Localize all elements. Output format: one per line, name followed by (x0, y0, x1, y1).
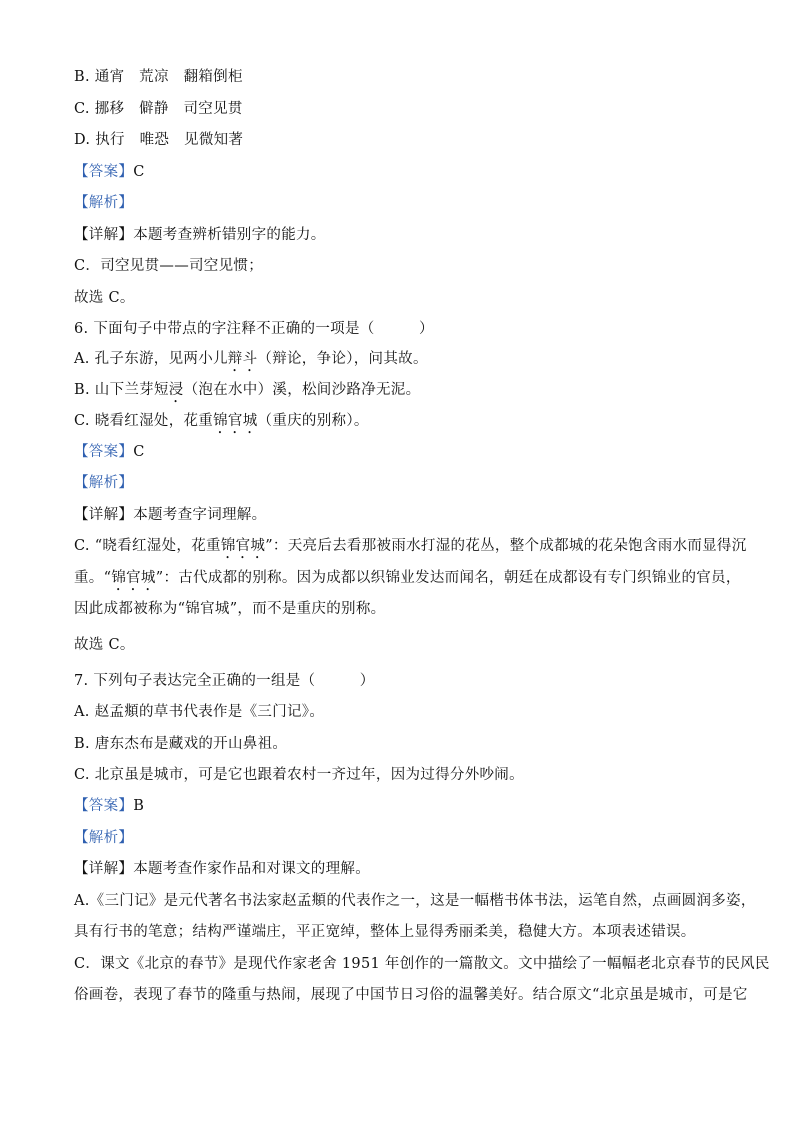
q7-detail (74, 860, 370, 878)
q7-option-a: A. 赵孟頫的草书代表作是《三门记》。 (74, 704, 325, 720)
q5-correction: C．司空见贯——司空见惯； (74, 258, 263, 274)
detail-tag: 【详解】 (74, 507, 134, 523)
dotted-word: 辩斗 (227, 351, 258, 367)
detail-text: 本题考查辨析错别字的能力。 (133, 227, 326, 243)
q7-option-b: B. 唐东杰布是藏戏的开山鼻祖。 (74, 736, 288, 752)
q7-analysis-tag: 【解析】 (74, 830, 134, 846)
q5-option-b: B. 通宵 荒凉 翻箱倒柜 (74, 69, 243, 85)
q5-answer (74, 163, 145, 181)
option-text: C. 晓看红湿处，花重 (74, 413, 214, 429)
option-text: （重庆的别称）。 (257, 413, 369, 429)
q7-explanation-a-line-2: 具有行书的笔意；结构严谨端庄，平正宽绰，整体上显得秀丽柔美，稳健大方。本项表述错误。 (74, 924, 696, 940)
q6-explanation-line-1 (74, 537, 747, 562)
detail-tag: 【详解】 (74, 227, 134, 243)
explanation-text: ”：古代成都的别称。因为成都以织锦业发达而闻名，朝廷在成都设有专门织锦业的官员， (155, 570, 741, 586)
explanation-text: C. “晓看红湿处，花重 (74, 538, 221, 554)
q6-stem: 6. 下面句子中带点的字注释不正确的一项是（ ） (74, 321, 434, 337)
q6-answer (74, 443, 145, 461)
answer-tag: 【答案】 (74, 798, 134, 814)
option-text: （泡在水中）溪，松间沙路净无泥。 (183, 382, 421, 398)
explanation-text: ”：天亮后去看那被雨水打湿的花丛，整个成都城的花朵饱含雨水而显得沉 (265, 538, 747, 554)
dotted-word: 浸 (168, 382, 184, 398)
answer-value: C (133, 444, 145, 460)
q7-answer (74, 797, 144, 815)
q7-stem: 7. 下列句子表达完全正确的一组是（ ） (74, 673, 375, 689)
q6-detail (74, 506, 266, 524)
q6-explanation-line-3: 因此成都被称为“锦官城”，而不是重庆的别称。 (74, 601, 386, 617)
q7-option-c: C. 北京虽是城市，可是它也跟着农村一齐过年，因为过得分外吵闹。 (74, 767, 524, 783)
answer-tag: 【答案】 (74, 444, 134, 460)
q6-option-c (74, 412, 369, 437)
option-text: （辩论，争论），问其故。 (257, 351, 428, 367)
dotted-word: 锦官城 (213, 413, 258, 429)
explanation-text: 重。“ (74, 570, 112, 586)
q5-analysis-tag: 【解析】 (74, 195, 134, 211)
detail-text: 本题考查字词理解。 (133, 507, 267, 523)
q6-option-b (74, 381, 420, 406)
detail-text: 本题考查作家作品和对课文的理解。 (133, 861, 371, 877)
q6-explanation-line-2 (74, 569, 741, 594)
answer-value: C (133, 164, 145, 180)
q6-analysis-tag: 【解析】 (74, 475, 134, 491)
dotted-word: 锦官城 (111, 570, 156, 586)
q6-option-a (74, 350, 428, 375)
q5-option-d: D. 执行 唯恐 见微知著 (74, 132, 244, 148)
answer-tag: 【答案】 (74, 164, 134, 180)
q7-explanation-a-line-1: A.《三门记》是元代著名书法家赵孟頫的代表作之一，这是一幅楷书体书法，运笔自然，点画圆润多姿， (74, 893, 756, 909)
option-text: A. 孔子东游，见两小儿 (74, 351, 228, 367)
q5-conclusion: 故选 C。 (74, 290, 135, 306)
q7-explanation-c-line-2: 俗画卷，表现了春节的隆重与热闹，展现了中国节日习俗的温馨美好。结合原文“北京虽是城市，可是它 (74, 987, 748, 1003)
answer-value: B (133, 798, 145, 814)
q5-detail (74, 226, 326, 244)
q5-option-c: C. 挪移 僻静 司空见贯 (74, 101, 243, 117)
dotted-word: 锦官城 (220, 538, 266, 554)
option-text: B. 山下兰芽短 (74, 382, 169, 398)
q6-conclusion: 故选 C。 (74, 637, 135, 653)
detail-tag: 【详解】 (74, 861, 134, 877)
q7-explanation-c-line-1: C．课文《北京的春节》是现代作家老舍 1951 年创作的一篇散文。文中描绘了一幅幅老北京春节的民风民 (74, 956, 770, 972)
